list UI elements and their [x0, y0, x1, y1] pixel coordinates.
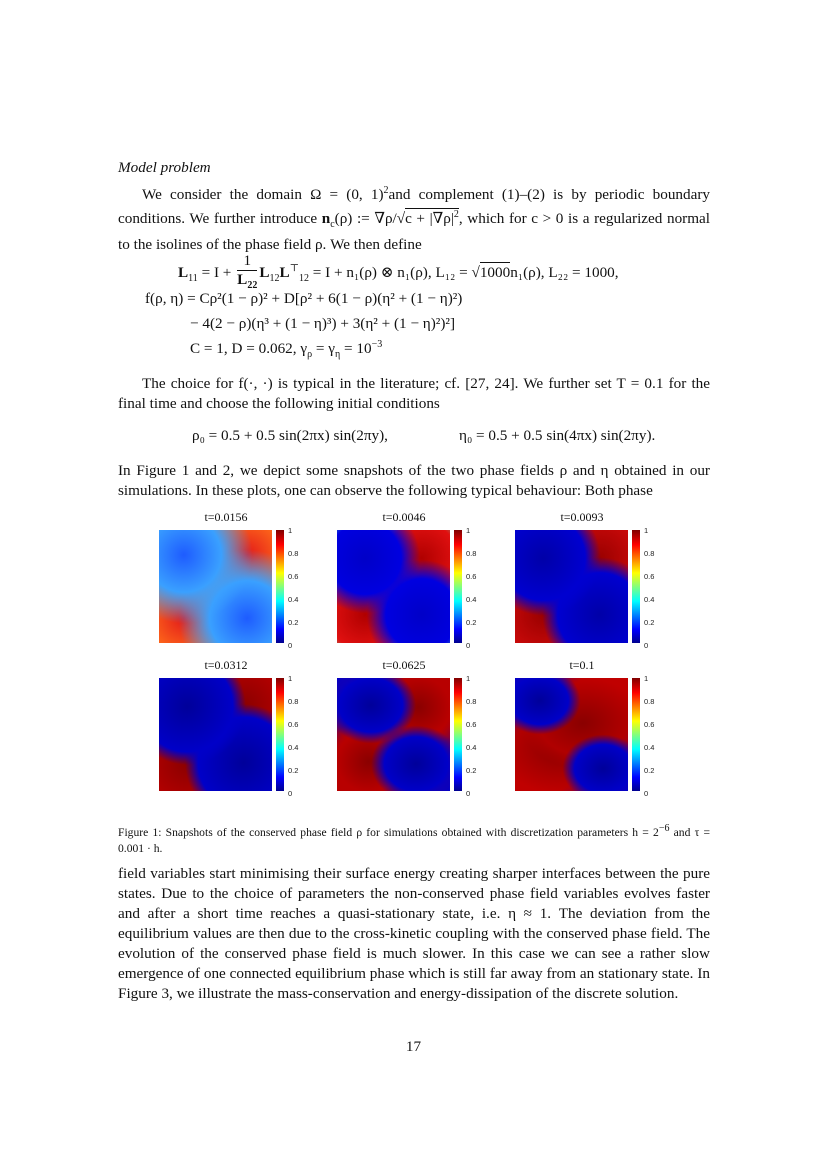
eq-params-mid: = γ — [312, 340, 335, 358]
cbar6-tick-02: 0.2 — [644, 766, 655, 775]
cbar1-tick-08: 0.8 — [288, 549, 299, 558]
cbar4-tick-02: 0.2 — [288, 766, 299, 775]
figure-panel-5 — [296, 658, 476, 808]
cbar2-tick-1: 1 — [466, 526, 471, 535]
cbar6-tick-06: 0.6 — [644, 720, 655, 729]
figure-panel-3 — [474, 510, 654, 660]
colorbar-5 — [454, 678, 462, 791]
colorbar-6 — [632, 678, 640, 791]
p1-text-d: , which for c > 0 is a regularized normal to the isolines of the phase field ρ. We then define — [118, 210, 710, 254]
cbar3-tick-04: 0.4 — [644, 595, 655, 604]
cbar4-tick-06: 0.6 — [288, 720, 299, 729]
cbar5-tick-08: 0.8 — [466, 697, 477, 706]
panel-title-2: t=0.0046 — [382, 510, 426, 524]
eq-mid3-sub: 12 — [299, 273, 309, 285]
eq-rest: = I + n₁(ρ) ⊗ n₁(ρ), L₁₂ = — [309, 264, 472, 281]
cbar4-tick-0: 0 — [288, 789, 293, 798]
panel-title-6: t=0.1 — [569, 658, 595, 672]
eq-frac-den-symbol: L — [237, 271, 248, 288]
p1-normal-sub: c — [330, 219, 335, 231]
heatmap-1 — [159, 530, 272, 643]
cbar4-tick-1: 1 — [288, 674, 293, 683]
cbar6-tick-1: 1 — [644, 674, 649, 683]
cbar3-tick-1: 1 — [644, 526, 649, 535]
cbar4-tick-04: 0.4 — [288, 743, 299, 752]
panel-title-4: t=0.0312 — [204, 658, 248, 672]
figure-caption — [118, 821, 710, 857]
eq-l11-sub: 11 — [188, 273, 198, 285]
eq-frac-den-sub: 22 — [247, 280, 258, 292]
eq-params-sup: −3 — [371, 339, 383, 350]
colorbar-4 — [276, 678, 284, 791]
figure-panel-2 — [296, 510, 476, 660]
colorbar-2 — [454, 530, 462, 643]
cbar6-tick-0: 0 — [644, 789, 649, 798]
paragraph-figure-intro: In Figure 1 and 2, we depict some snapshots of the two phase fields ρ and η obtained in our simulations. In these plots, one can observe the following typical behaviour: Both phase — [118, 462, 710, 499]
cbar1-tick-06: 0.6 — [288, 572, 299, 581]
cbar2-tick-0: 0 — [466, 641, 471, 650]
figure-panel-4 — [118, 658, 298, 808]
heatmap-6 — [515, 678, 628, 791]
p1-text-b: and complement (1)–(2) is by periodic boundary conditions. We further introduce — [118, 186, 710, 228]
cbar1-tick-04: 0.4 — [288, 595, 299, 604]
cbar2-tick-04: 0.4 — [466, 595, 477, 604]
cbar2-tick-08: 0.8 — [466, 549, 477, 558]
caption-text-b: and τ = 0.001 · h. — [118, 825, 710, 855]
cbar6-tick-08: 0.8 — [644, 697, 655, 706]
panel-title-1: t=0.0156 — [204, 510, 248, 524]
eq-mid3: L — [279, 264, 290, 281]
eq-params-sub1: ρ — [307, 349, 313, 361]
p1-sqrt-body: c + |∇ρ| — [405, 210, 454, 228]
p1-text-c: (ρ) := ∇ρ/ — [334, 210, 397, 228]
equation-l11: $L_{11} = I$ + $\frac{1}{L_{22}}$ $L_{12}L^⊤_{12} = I + n_1(\rho)$ ⊗ n₁(ρ), L₁₂ = √1000n₁(ρ), L₂₂ = 1000, — [178, 252, 619, 295]
figure-panel-6 — [474, 658, 654, 808]
cbar2-tick-06: 0.6 — [466, 572, 477, 581]
section-heading: Model problem — [118, 159, 211, 176]
page-number: 17 — [405, 1038, 422, 1055]
eq-sqrt: 1000 — [479, 264, 511, 281]
paragraph-domain: We consider the domain Ω = (0, 1)$^2$and complement (1)–(2) is by periodic boundary conditions. We further introduce $n_c(\rho)$ := $\nabla\rho/√c + |\nabla\rho|^2$, which for c > 0 is a regularized normal to the isolines of the phase field ρ. We then define — [118, 185, 710, 254]
panel-title-3: t=0.0093 — [560, 510, 604, 524]
cbar1-tick-0: 0 — [288, 641, 293, 650]
eq-l11-symbol: L — [178, 264, 189, 281]
cbar3-tick-06: 0.6 — [644, 572, 655, 581]
initial-condition-rho: ρ₀ = 0.5 + 0.5 sin(2πx) sin(2πy), — [192, 427, 388, 444]
figure-panel-1 — [118, 510, 298, 660]
cbar4-tick-08: 0.8 — [288, 697, 299, 706]
equation-f-line2: − 4(2 − ρ)(η³ + (1 − η)³) + 3(η² + (1 − η)²)²] — [190, 315, 456, 332]
eq-mid3-sup: ⊤ — [289, 262, 299, 274]
cbar6-tick-04: 0.4 — [644, 743, 655, 752]
eq-end: n₁(ρ), L₂₂ = 1000, — [510, 264, 619, 281]
equation-params — [190, 339, 382, 360]
initial-condition-eta: η₀ = 0.5 + 0.5 sin(4πx) sin(2πy). — [459, 427, 656, 444]
heatmap-4 — [159, 678, 272, 791]
eq-params-end: = 10 — [340, 340, 372, 358]
cbar5-tick-04: 0.4 — [466, 743, 477, 752]
colorbar-3 — [632, 530, 640, 643]
caption-text-a: Figure 1: Snapshots of the conserved phase field ρ for simulations obtained with discretization parameters h = 2 — [118, 825, 659, 839]
cbar1-tick-02: 0.2 — [288, 618, 299, 627]
eq-fraction — [237, 252, 257, 295]
cbar5-tick-0: 0 — [466, 789, 471, 798]
heatmap-5 — [337, 678, 450, 791]
cbar5-tick-02: 0.2 — [466, 766, 477, 775]
cbar3-tick-0: 0 — [644, 641, 649, 650]
cbar3-tick-08: 0.8 — [644, 549, 655, 558]
eq-mid2: L — [259, 264, 270, 281]
eq-mid2-sub: 12 — [269, 273, 280, 285]
cbar5-tick-06: 0.6 — [466, 720, 477, 729]
eq-mid1: = I + — [197, 264, 236, 281]
heatmap-2 — [337, 530, 450, 643]
cbar1-tick-1: 1 — [288, 526, 293, 535]
p1-text-a: We consider the domain Ω = (0, 1) — [142, 186, 384, 204]
caption-sup: −6 — [658, 823, 670, 834]
p1-sqrt — [405, 208, 459, 227]
cbar5-tick-1: 1 — [466, 674, 471, 683]
eq-frac-num: 1 — [237, 252, 257, 271]
paragraph-choice: The choice for f(·, ·) is typical in the literature; cf. [27, 24]. We further set T = 0.1 for the final time and choose the following initial conditions — [118, 375, 710, 412]
eq-params: C = 1, D = 0.062, γ — [190, 340, 308, 358]
p1-sqrt-sup: 2 — [453, 209, 459, 221]
paragraph-discussion: field variables start minimising their surface energy creating sharper interfaces between the pure states. Due to the choice of parameters the non-conserved phase field variables evolves faster and after a short time reaches a quasi-stationary state, i.e. η ≈ 1. The deviation from the equilibrium values are then due to the cross-kinetic coupling with the conserved phase field. The evolution of the conserved phase field is much slower. In this case we can see a rather slow emergence of one connected equilibrium phase which is still far away from an stationary state. In Figure 3, we illustrate the mass-conservation and energy-dissipation of the discrete solution. — [118, 865, 710, 1002]
heatmap-3 — [515, 530, 628, 643]
eq-params-sub2: η — [334, 349, 341, 361]
equation-f-line1: f(ρ, η) = Cρ²(1 − ρ)² + D[ρ² + 6(1 − ρ)(η² + (1 − η)²) — [145, 290, 463, 307]
panel-title-5: t=0.0625 — [382, 658, 426, 672]
colorbar-1 — [276, 530, 284, 643]
p1-normal-symbol: n — [321, 210, 331, 228]
cbar3-tick-02: 0.2 — [644, 618, 655, 627]
cbar2-tick-02: 0.2 — [466, 618, 477, 627]
p1-sup: 2 — [383, 185, 389, 196]
